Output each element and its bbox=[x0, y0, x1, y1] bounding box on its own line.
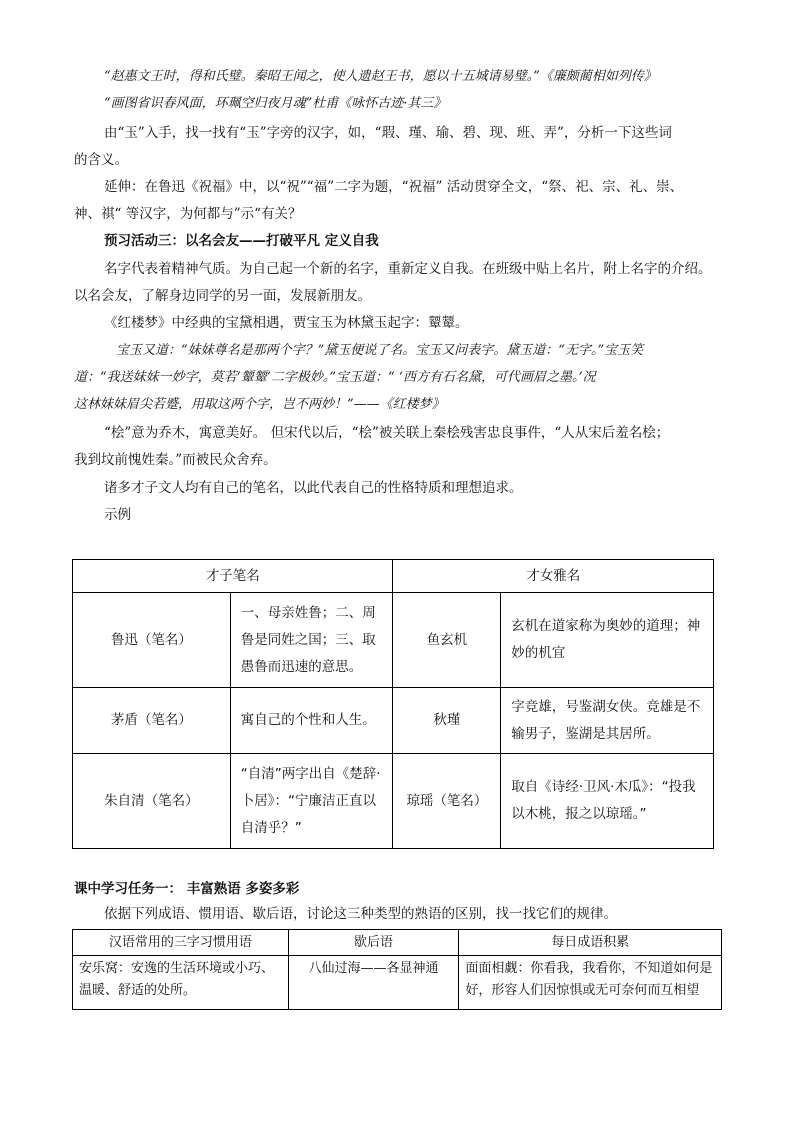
example-label: 示例 bbox=[104, 507, 131, 523]
quote-heshibi: “赵惠文王时，得和氏璧。秦昭王闻之，使人遗赵王书，愿以十五城请易璧。”《廉颇蔺相如列传》 bbox=[104, 69, 657, 84]
female-desc-cell bbox=[501, 754, 714, 849]
female-name-cell: 鱼玄机 bbox=[393, 593, 501, 688]
female-desc-cell bbox=[501, 688, 714, 754]
extension-paragraph-cont: 神、祺“ 等汉字，为何都与”示“有关？ bbox=[74, 206, 302, 222]
name-paragraph: 名字代表着精神气质。为自己起一个新的名字，重新定义自我。在班级中贴上名片，附上名字的介绍。 bbox=[104, 261, 712, 277]
cell-line: 卜居》：“宁廉洁正直以 bbox=[240, 792, 376, 809]
cell-line: 输男子，鉴湖是其居所。 bbox=[511, 725, 660, 742]
cell-line: 自清乎？” bbox=[240, 819, 302, 836]
xiehouyu-cell bbox=[288, 956, 459, 1010]
female-desc-cell bbox=[501, 593, 714, 688]
cell-line: 以木桃，报之以琼瑶。” bbox=[511, 806, 647, 822]
cell-line: 字竞雄，号鉴湖女侠。竞雄是不 bbox=[511, 698, 701, 715]
cell-line: 愚鲁而迅速的意思。 bbox=[240, 658, 363, 675]
cell-line: 取自《诗经·卫风·木瓜》：“投我 bbox=[511, 779, 696, 795]
name-paragraph-cont: 以名会友，了解身边同学的另一面，发展新朋友。 bbox=[74, 288, 371, 304]
jade-radical-paragraph: 由“玉”入手，找一找有“玉”字旁的汉字，如，“瑕、瑾、瑜、碧、现、班、弄”，分析一下这些词 bbox=[104, 125, 672, 141]
male-name-cell: 朱自清（笔名） bbox=[73, 754, 231, 849]
female-name-cell: 琼瑶（笔名） bbox=[393, 754, 501, 849]
cell-line: 好，形容人们因惊惧或无可奈何而互相望 bbox=[465, 983, 700, 998]
hui-paragraph: “桧”意为乔木，寓意美好。 但宋代以后，“桧”被关联上秦桧残害忠良事件，“人从宋后羞名桧； bbox=[104, 425, 670, 441]
male-desc-cell bbox=[230, 754, 393, 849]
table-row bbox=[73, 688, 714, 754]
hongloumeng-intro: 《红楼梦》中经典的宝黛相遇，贾宝玉为林黛玉起字：颦颦。 bbox=[104, 315, 469, 331]
female-name-cell: 秋瑾 bbox=[393, 688, 501, 754]
idioms-table bbox=[72, 929, 722, 1010]
table-row bbox=[73, 956, 722, 1010]
idiom-phrase-cell bbox=[73, 956, 289, 1010]
chengyu-cell bbox=[459, 956, 722, 1010]
hui-paragraph-cont: 我到坟前愧姓秦。”而被民众舍弃。 bbox=[74, 452, 277, 468]
cell-line: 八仙过海——各显神通 bbox=[308, 961, 439, 976]
quote-dufu: “画图省识春风面，环珮空归夜月魂”杜甫《咏怀古迹·其三》 bbox=[104, 96, 447, 111]
idiom-header-phrase: 汉语常用的三字习惯用语 bbox=[73, 930, 289, 956]
male-desc-cell bbox=[230, 688, 393, 754]
idiom-header-xiehouyu: 歇后语 bbox=[288, 930, 459, 956]
pen-name-paragraph: 诸多才子文人均有自己的笔名，以此代表自己的性格特质和理想追求。 bbox=[104, 480, 523, 496]
cell-line: 安乐窝：安逸的生活环境或小巧、 bbox=[79, 961, 275, 976]
cell-line: 温暖、舒适的处所。 bbox=[79, 983, 197, 998]
cell-line: 玄机在道家称为奥妙的道理；神 bbox=[511, 618, 701, 634]
idiom-header-chengyu: 每日成语积累 bbox=[459, 930, 722, 956]
jade-radical-paragraph-cont: 的含义。 bbox=[74, 152, 128, 168]
cell-line: “自清”两字出自《楚辞· bbox=[240, 765, 381, 782]
cell-line: 鲁是同姓之国；三、取 bbox=[240, 631, 376, 648]
male-name-cell: 鲁迅（笔名） bbox=[73, 593, 231, 688]
male-name-cell: 茅盾（笔名） bbox=[73, 688, 231, 754]
cell-line: 面面相觑：你看我，我看你，不知道如何是 bbox=[465, 961, 713, 976]
task-one-heading: 课中学习任务一： 丰富熟语 多姿多彩 bbox=[74, 881, 300, 897]
table-row bbox=[73, 754, 714, 849]
extension-paragraph: 延伸：在鲁迅《祝福》中，以“祝”“福”二字为题，“祝福” 活动贯穿全文，“祭、祀、宗、礼、崇、 bbox=[104, 179, 684, 195]
activity-three-heading: 预习活动三：以名会友——打破平凡 定义自我 bbox=[104, 233, 379, 249]
task-one-description: 依据下列成语、惯用语、歇后语，讨论这三种类型的熟语的区别，找一找它们的规律。 bbox=[104, 906, 617, 922]
table-header-male: 才子笔名 bbox=[73, 560, 393, 593]
pen-names-table bbox=[72, 559, 714, 849]
table-row bbox=[73, 593, 714, 688]
hongloumeng-quote-line: 这林妹妹眉尖若蹙，用取这两个字，岂不两妙！”——《红楼梦》 bbox=[74, 397, 445, 412]
male-desc-cell bbox=[230, 593, 393, 688]
cell-line: 一、母亲姓鲁；二、周 bbox=[240, 604, 376, 621]
table-header-female: 才女雅名 bbox=[393, 560, 714, 593]
cell-line: 妙的机宜 bbox=[511, 645, 566, 661]
hongloumeng-quote-line: 宝玉又道：“妹妹尊名是那两个字？”黛玉便说了名。宝玉又问表字。黛玉道：“无字。”宝玉笑 bbox=[116, 343, 644, 358]
cell-line: 寓自己的个性和人生。 bbox=[240, 712, 376, 728]
hongloumeng-quote-line: 道：“我送妹妹一妙字，莫若‘颦颦’二字极妙。”宝玉道：“ ‘西方有石名黛，可代画眉之墨。’况 bbox=[74, 370, 596, 385]
